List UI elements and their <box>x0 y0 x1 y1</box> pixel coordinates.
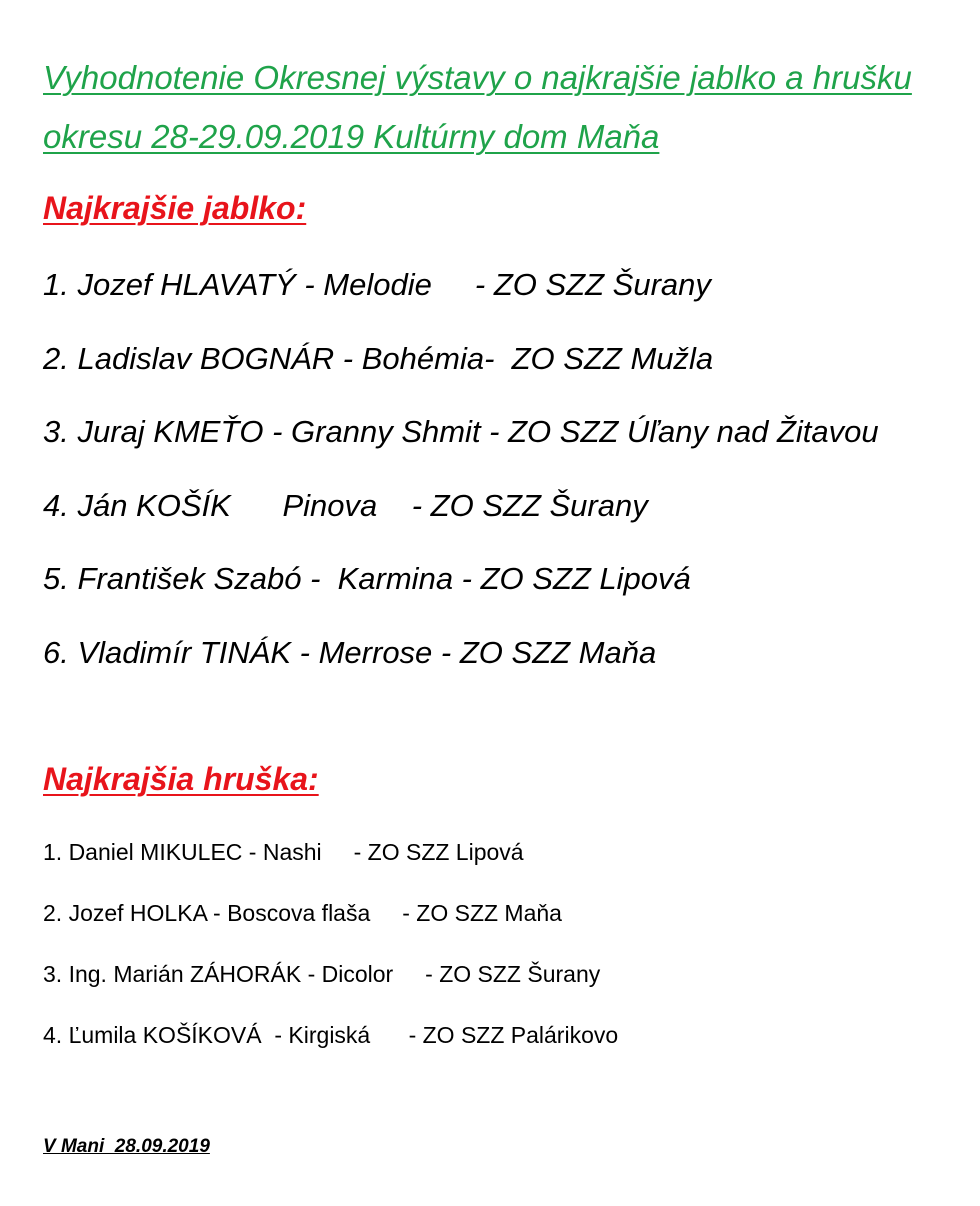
document-title: Vyhodnotenie Okresnej výstavy o najkrajšie jablko a hrušku okresu 28-29.09.2019 Kultúrny dom Maňa <box>43 59 912 155</box>
place-date-footer: V Mani 28.09.2019 <box>43 1136 210 1157</box>
list-item: 1. Jozef HLAVATÝ - Melodie - ZO SZZ Šurany <box>43 267 711 302</box>
list-item: 2. Ladislav BOGNÁR - Bohémia- ZO SZZ Mužla <box>43 340 714 376</box>
list-item: 4. Ľumila KOŠÍKOVÁ - Kirgiská - ZO SZZ Palárikovo <box>43 1022 619 1048</box>
list-item: 4. Ján KOŠÍK Pinova - ZO SZZ Šurany <box>43 487 648 523</box>
list-item: 2. Jozef HOLKA - Boscova flaša - ZO SZZ Maňa <box>43 900 562 926</box>
apple-winners-list <box>43 265 879 706</box>
list-item: 3. Juraj KMEŤO - Granny Shmit - ZO SZZ Úľany nad Žitavou <box>43 414 879 449</box>
pear-winners-list <box>43 836 618 1080</box>
apple-section-heading: Najkrajšie jablko: <box>43 190 307 226</box>
list-item: 5. František Szabó - Karmina - ZO SZZ Lipová <box>43 561 691 596</box>
list-item: 3. Ing. Marián ZÁHORÁK - Dicolor - ZO SZZ Šurany <box>43 961 601 987</box>
list-item: 1. Daniel MIKULEC - Nashi - ZO SZZ Lipová <box>43 839 524 865</box>
pear-section-heading: Najkrajšia hruška: <box>43 761 319 797</box>
list-item: 6. Vladimír TINÁK - Merrose - ZO SZZ Maňa <box>43 634 657 670</box>
